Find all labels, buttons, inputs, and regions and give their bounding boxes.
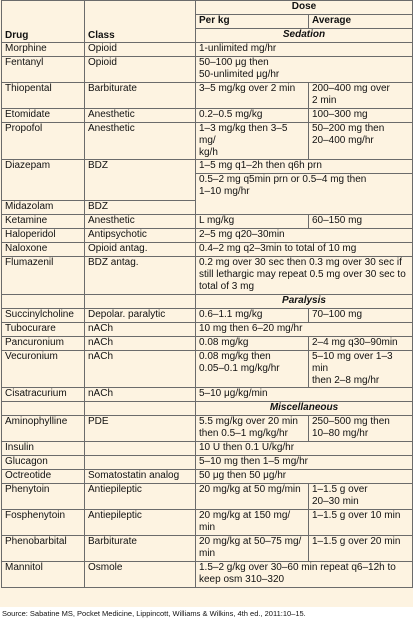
section-row: [2, 402, 413, 416]
table-row: [2, 160, 413, 174]
per-kg-cell: 0.2 mg over 30 sec then 0.3 mg over 30 sec if still lethargic may repeat 0.5 mg over 30 sec to total of 3 mg: [196, 257, 413, 295]
per-kg-cell: 0.08 mg/kg: [196, 337, 309, 351]
table-row: [2, 351, 413, 388]
class-cell: Anesthetic: [85, 109, 196, 123]
header-dose: Dose: [196, 1, 413, 15]
per-kg-cell: 10 U then 0.1 U/kg/hr: [196, 442, 413, 456]
class-cell: Opioid: [85, 43, 196, 57]
table-row: [2, 562, 413, 588]
drug-cell: Haloperidol: [2, 229, 85, 243]
per-kg-cell: 1–5 mg q1–2h then q6h prn: [196, 160, 413, 174]
header-drug: Drug: [2, 1, 85, 43]
average-cell: 1–1.5 g over 10 min: [309, 510, 413, 536]
drug-cell: Propofol: [2, 123, 85, 160]
per-kg-cell: 0.4–2 mg q2–3min to total of 10 mg: [196, 243, 413, 257]
table-row: [2, 442, 413, 456]
section-miscellaneous: Miscellaneous: [196, 402, 413, 416]
per-kg-cell: 3–5 mg/kg over 2 min: [196, 83, 309, 109]
class-cell: Barbiturate: [85, 83, 196, 109]
average-cell: 5–10 mg over 1–3 min then 2–8 mg/hr: [309, 351, 413, 388]
table-row: [2, 229, 413, 243]
section-paralysis: Paralysis: [196, 295, 413, 309]
table-row: [2, 83, 413, 109]
header-average: Average: [309, 15, 413, 29]
class-cell: [85, 442, 196, 456]
per-kg-cell: 0.2–0.5 mg/kg: [196, 109, 309, 123]
per-kg-cell: 20 mg/kg at 50–75 mg/ min: [196, 536, 309, 562]
drug-cell: Fentanyl: [2, 57, 85, 83]
per-kg-cell: 20 mg/kg at 150 mg/ min: [196, 510, 309, 536]
per-kg-cell: 1–3 mg/kg then 3–5 mg/ kg/h: [196, 123, 309, 160]
drug-cell: Tubocurare: [2, 323, 85, 337]
average-cell: 250–500 mg then 10–80 mg/hr: [309, 416, 413, 442]
table-row: [2, 470, 413, 484]
per-kg-cell: 2–5 mg q20–30min: [196, 229, 413, 243]
table-row: [2, 510, 413, 536]
class-cell: BDZ: [85, 201, 196, 215]
average-cell: 1–1.5 g over 20–30 min: [309, 484, 413, 510]
table-row: [2, 536, 413, 562]
class-cell: Antiepileptic: [85, 484, 196, 510]
drug-cell: Mannitol: [2, 562, 85, 588]
drug-cell: Ketamine: [2, 215, 85, 229]
average-cell: 1–1.5 g over 20 min: [309, 536, 413, 562]
drug-cell: Phenytoin: [2, 484, 85, 510]
drug-cell: Diazepam: [2, 160, 85, 201]
table-row: [2, 57, 413, 83]
class-cell: Opioid antag.: [85, 243, 196, 257]
drug-cell: Cisatracurium: [2, 388, 85, 402]
section-spacer: [85, 295, 196, 309]
class-cell: BDZ: [85, 160, 196, 201]
table-row: [2, 257, 413, 295]
drug-cell: Etomidate: [2, 109, 85, 123]
drug-cell: Phenobarbital: [2, 536, 85, 562]
per-kg-cell: 20 mg/kg at 50 mg/min: [196, 484, 309, 510]
class-cell: Osmole: [85, 562, 196, 588]
class-cell: nACh: [85, 337, 196, 351]
drug-cell: Succinylcholine: [2, 309, 85, 323]
per-kg-cell: 5.5 mg/kg over 20 min then 0.5–1 mg/kg/hr: [196, 416, 309, 442]
per-kg-cell: 0.08 mg/kg then 0.05–0.1 mg/kg/hr: [196, 351, 309, 388]
class-cell: Anesthetic: [85, 123, 196, 160]
source-citation: Source: Sabatine MS, Pocket Medicine, Lippincott, Williams & Wilkins, 4th ed., 2011:10–15.: [2, 609, 306, 618]
class-cell: Opioid: [85, 57, 196, 83]
class-cell: [85, 456, 196, 470]
class-cell: BDZ antag.: [85, 257, 196, 295]
table-row: [2, 43, 413, 57]
drug-cell: Fosphenytoin: [2, 510, 85, 536]
class-cell: Barbiturate: [85, 536, 196, 562]
class-cell: Antipsychotic: [85, 229, 196, 243]
drug-cell: Aminophylline: [2, 416, 85, 442]
drug-cell: Glucagon: [2, 456, 85, 470]
section-spacer: [85, 402, 196, 416]
average-cell: 70–100 mg: [309, 309, 413, 323]
drug-cell: Morphine: [2, 43, 85, 57]
per-kg-cell: 5–10 μg/kg/min: [196, 388, 413, 402]
average-cell: 2–4 mg q30–90min: [309, 337, 413, 351]
table-row: [2, 323, 413, 337]
class-cell: PDE: [85, 416, 196, 442]
per-kg-cell: 1-unlimited mg/hr: [196, 43, 413, 57]
per-kg-cell: 0.5–2 mg q5min prn or 0.5–4 mg then 1–10 mg/hr: [196, 174, 413, 215]
table-row: [2, 243, 413, 257]
drug-cell: Insulin: [2, 442, 85, 456]
table-row: [2, 109, 413, 123]
per-kg-cell: L mg/kg: [196, 215, 309, 229]
section-sedation: Sedation: [196, 29, 413, 43]
drug-cell: Octreotide: [2, 470, 85, 484]
section-spacer: [2, 402, 85, 416]
class-cell: Antiepileptic: [85, 510, 196, 536]
drug-cell: Naloxone: [2, 243, 85, 257]
drug-cell: Pancuronium: [2, 337, 85, 351]
average-cell: 60–150 mg: [309, 215, 413, 229]
drug-cell: Midazolam: [2, 201, 85, 215]
class-cell: nACh: [85, 351, 196, 388]
per-kg-cell: 0.6–1.1 mg/kg: [196, 309, 309, 323]
table-row: [2, 388, 413, 402]
class-cell: Somatostatin analog: [85, 470, 196, 484]
class-cell: Depolar. paralytic: [85, 309, 196, 323]
drug-dosing-table: [1, 0, 413, 588]
average-cell: 100–300 mg: [309, 109, 413, 123]
table-row: [2, 123, 413, 160]
class-cell: nACh: [85, 388, 196, 402]
table-row: [2, 337, 413, 351]
average-cell: 200–400 mg over 2 min: [309, 83, 413, 109]
drug-cell: Vecuronium: [2, 351, 85, 388]
header-per-kg: Per kg: [196, 15, 309, 29]
table-row: [2, 484, 413, 510]
section-row: [2, 295, 413, 309]
per-kg-cell: 1.5–2 g/kg over 30–60 min repeat q6–12h to keep osm 310–320: [196, 562, 413, 588]
per-kg-cell: 5–10 mg then 1–5 mg/hr: [196, 456, 413, 470]
table-row: [2, 456, 413, 470]
table-row: [2, 215, 413, 229]
per-kg-cell: 50–100 μg then 50-unlimited μg/hr: [196, 57, 413, 83]
average-cell: 50–200 mg then 20–400 mg/hr: [309, 123, 413, 160]
section-spacer: [2, 295, 85, 309]
table-row: [2, 416, 413, 442]
class-cell: Anesthetic: [85, 215, 196, 229]
header-row-dose: [2, 1, 413, 15]
drug-cell: Thiopental: [2, 83, 85, 109]
drug-cell: Flumazenil: [2, 257, 85, 295]
header-class: Class: [85, 1, 196, 43]
class-cell: nACh: [85, 323, 196, 337]
per-kg-cell: 50 μg then 50 μg/hr: [196, 470, 413, 484]
per-kg-cell: 10 mg then 6–20 mg/hr: [196, 323, 413, 337]
table-row: [2, 309, 413, 323]
